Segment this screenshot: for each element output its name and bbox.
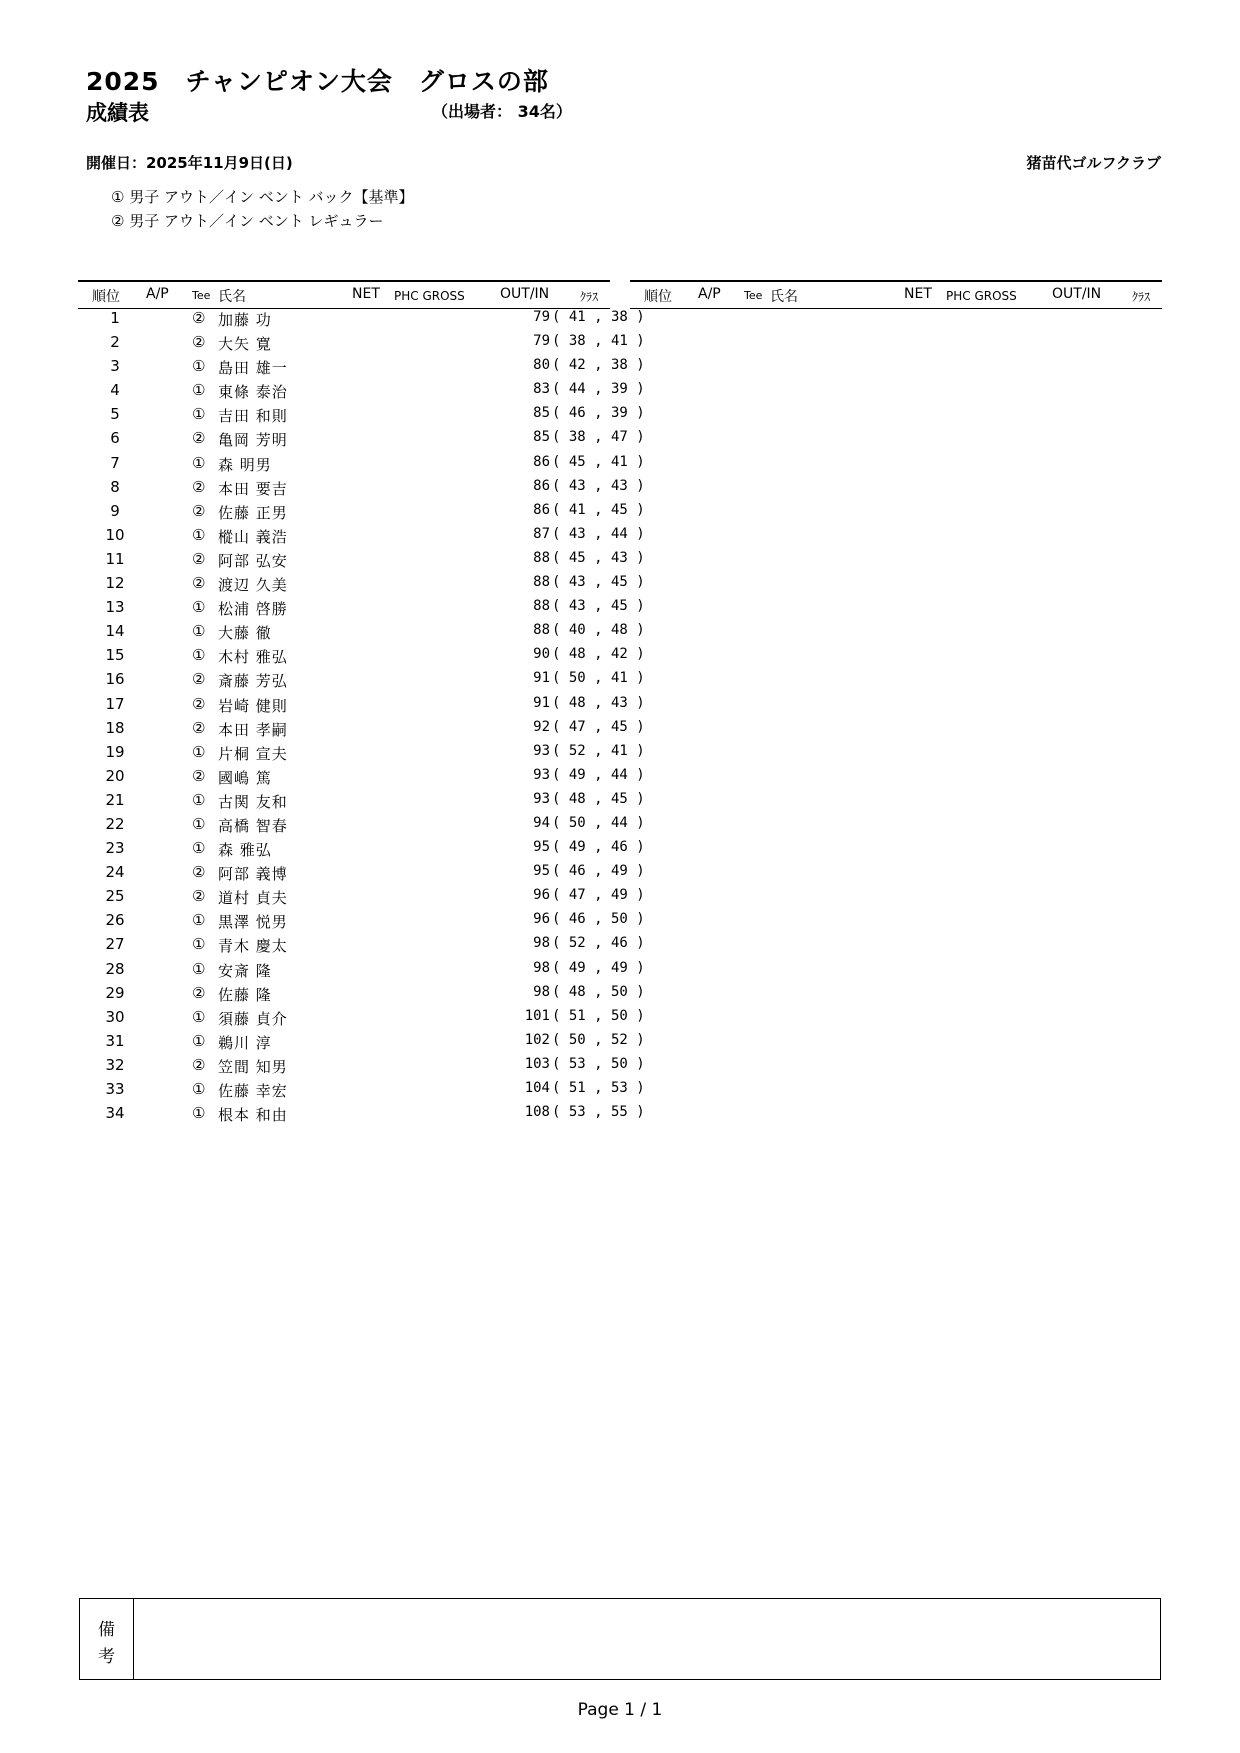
- player-name: 亀岡 芳明: [218, 431, 288, 450]
- rank-cell: 19: [105, 742, 125, 761]
- out-in-scores: ( 50 , 44 ): [552, 814, 645, 831]
- player-name: 木村 雅弘: [218, 648, 288, 667]
- tee-cell: ①: [192, 622, 206, 641]
- col-name: 氏名: [770, 289, 798, 305]
- tee-cell: ②: [192, 718, 206, 737]
- tee-cell: ②: [192, 887, 206, 906]
- player-name: 渡辺 久美: [218, 576, 288, 595]
- gross-score: 86: [533, 453, 550, 470]
- rank-cell: 5: [110, 405, 120, 424]
- table-row: [78, 789, 645, 813]
- table-row: [78, 620, 645, 644]
- tee-cell: ①: [192, 453, 206, 472]
- table-row: [78, 933, 645, 957]
- gross-score: 93: [533, 790, 550, 807]
- rank-cell: 2: [110, 333, 120, 352]
- col-rank: 順位: [92, 289, 120, 305]
- out-in-scores: ( 41 , 45 ): [552, 501, 645, 518]
- gross-score: 92: [533, 718, 550, 735]
- table-row: [78, 1102, 645, 1126]
- table-row: [78, 958, 645, 982]
- table-row: [78, 427, 645, 451]
- col-tee: Tee: [192, 289, 211, 302]
- out-in-scores: ( 43 , 43 ): [552, 477, 645, 494]
- tee-legend-1: ① 男子 アウト／イン ベント バック【基準】: [111, 188, 414, 206]
- rank-cell: 26: [105, 911, 125, 930]
- event-date: 開催日：2025年11月9日(日): [86, 154, 293, 172]
- out-in-scores: ( 45 , 41 ): [552, 453, 645, 470]
- table-row: [78, 452, 645, 476]
- rank-cell: 16: [105, 670, 125, 689]
- remarks-box: [79, 1598, 1161, 1680]
- tee-cell: ①: [192, 1104, 206, 1123]
- table-row: [78, 524, 645, 548]
- remarks-label-line2: 考: [98, 1647, 115, 1667]
- tee-cell: ②: [192, 574, 206, 593]
- out-in-scores: ( 49 , 46 ): [552, 839, 645, 856]
- out-in-scores: ( 52 , 41 ): [552, 742, 645, 759]
- tee-cell: ①: [192, 839, 206, 858]
- table-row: [78, 982, 645, 1006]
- tee-cell: ①: [192, 1031, 206, 1050]
- rank-cell: 27: [105, 935, 125, 954]
- rank-cell: 21: [105, 790, 125, 809]
- table-header-right: [630, 280, 1162, 309]
- gross-score: 86: [533, 501, 550, 518]
- rank-cell: 30: [105, 1007, 125, 1026]
- gross-score: 108: [524, 1104, 550, 1121]
- rank-cell: 28: [105, 959, 125, 978]
- rank-cell: 4: [110, 381, 120, 400]
- table-row: [78, 885, 645, 909]
- club-name: 猪苗代ゴルフクラブ: [1026, 154, 1161, 172]
- gross-score: 104: [524, 1080, 550, 1096]
- player-name: 島田 雄一: [218, 359, 288, 378]
- page-title: 2025 チャンピオン大会 グロスの部: [86, 67, 549, 96]
- out-in-scores: ( 51 , 50 ): [552, 1007, 645, 1024]
- out-in-scores: ( 47 , 49 ): [552, 887, 645, 904]
- player-name: 國嶋 篤: [218, 768, 272, 787]
- rank-cell: 24: [105, 863, 125, 882]
- tee-cell: ①: [192, 381, 206, 400]
- rank-cell: 9: [110, 501, 120, 520]
- gross-score: 93: [533, 766, 550, 783]
- out-in-scores: ( 50 , 41 ): [552, 670, 645, 687]
- out-in-scores: ( 43 , 45 ): [552, 574, 645, 591]
- out-in-scores: ( 52 , 46 ): [552, 935, 645, 952]
- gross-score: 86: [533, 477, 550, 494]
- tee-cell: ①: [192, 646, 206, 665]
- tee-cell: ②: [192, 766, 206, 785]
- tee-cell: ①: [192, 790, 206, 809]
- out-in-scores: ( 46 , 50 ): [552, 911, 645, 928]
- player-name: 加藤 功: [218, 311, 272, 329]
- gross-score: 102: [524, 1031, 550, 1048]
- player-name: 佐藤 幸宏: [218, 1082, 288, 1100]
- gross-score: 88: [533, 622, 550, 639]
- col-net: NET: [904, 286, 932, 302]
- player-name: 樅山 義浩: [218, 527, 288, 546]
- rank-cell: 31: [105, 1031, 125, 1050]
- rank-cell: 11: [105, 549, 125, 568]
- out-in-scores: ( 50 , 52 ): [552, 1031, 645, 1048]
- out-in-scores: ( 41 , 38 ): [552, 309, 645, 325]
- tee-cell: ①: [192, 911, 206, 930]
- col-ap: A/P: [146, 286, 169, 302]
- gross-score: 87: [533, 525, 550, 542]
- player-name: 鵜川 淳: [218, 1033, 272, 1052]
- player-name: 笠間 知男: [218, 1057, 288, 1076]
- rank-cell: 8: [110, 477, 120, 496]
- player-name: 森 雅弘: [218, 841, 272, 860]
- player-name: 大藤 徹: [218, 624, 272, 643]
- tee-cell: ①: [192, 525, 206, 544]
- player-name: 本田 孝嗣: [218, 720, 288, 739]
- player-name: 森 明男: [218, 455, 272, 474]
- tee-cell: ①: [192, 959, 206, 978]
- table-row: [78, 596, 645, 620]
- player-name: 佐藤 正男: [218, 503, 288, 522]
- table-row: [78, 668, 645, 692]
- player-name: 吉田 和則: [218, 407, 288, 426]
- col-out-in: OUT/IN: [500, 286, 550, 302]
- player-name: 東條 泰治: [218, 383, 288, 402]
- rank-cell: 15: [105, 646, 125, 665]
- gross-score: 96: [533, 911, 550, 928]
- tee-cell: ②: [192, 1055, 206, 1074]
- player-name: 道村 貞夫: [218, 889, 288, 908]
- gross-score: 83: [533, 381, 550, 398]
- out-in-scores: ( 49 , 44 ): [552, 766, 645, 783]
- player-name: 根本 和由: [218, 1106, 288, 1125]
- out-in-scores: ( 49 , 49 ): [552, 959, 645, 976]
- player-name: 斎藤 芳弘: [218, 672, 288, 691]
- out-in-scores: ( 40 , 48 ): [552, 622, 645, 639]
- player-name: 阿部 弘安: [218, 551, 288, 570]
- out-in-scores: ( 38 , 41 ): [552, 333, 645, 350]
- table-header-left: [78, 280, 610, 309]
- gross-score: 96: [533, 887, 550, 904]
- table-row: [78, 909, 645, 933]
- out-in-scores: ( 53 , 55 ): [552, 1104, 645, 1121]
- player-name: 岩崎 健則: [218, 696, 288, 715]
- rank-cell: 6: [110, 429, 120, 448]
- tee-cell: ②: [192, 333, 206, 352]
- player-name: 松浦 啓勝: [218, 600, 288, 619]
- rank-cell: 14: [105, 622, 125, 641]
- table-row: [78, 693, 645, 717]
- table-row: [78, 403, 645, 427]
- rank-cell: 20: [105, 766, 125, 785]
- out-in-scores: ( 51 , 53 ): [552, 1080, 645, 1096]
- rank-cell: 3: [110, 357, 120, 376]
- col-name: 氏名: [218, 289, 246, 305]
- rank-cell: 1: [110, 309, 120, 327]
- out-in-scores: ( 48 , 42 ): [552, 646, 645, 663]
- table-row: [78, 500, 645, 524]
- rank-cell: 25: [105, 887, 125, 906]
- player-name: 青木 慶太: [218, 937, 288, 956]
- gross-score: 94: [533, 814, 550, 831]
- gross-score: 88: [533, 549, 550, 566]
- rank-cell: 33: [105, 1080, 125, 1098]
- rank-cell: 17: [105, 694, 125, 713]
- gross-score: 91: [533, 694, 550, 711]
- table-row: [78, 379, 645, 403]
- gross-score: 98: [533, 983, 550, 1000]
- table-row: [78, 741, 645, 765]
- gross-score: 88: [533, 574, 550, 591]
- gross-score: 95: [533, 839, 550, 856]
- out-in-scores: ( 46 , 49 ): [552, 863, 645, 880]
- table-row: [78, 1006, 645, 1030]
- tee-cell: ②: [192, 429, 206, 448]
- out-in-scores: ( 46 , 39 ): [552, 405, 645, 422]
- col-class: ｸﾗｽ: [1132, 290, 1151, 304]
- table-row: [78, 476, 645, 500]
- rank-cell: 23: [105, 839, 125, 858]
- player-name: 阿部 義博: [218, 865, 288, 884]
- tee-cell: ②: [192, 694, 206, 713]
- rank-cell: 34: [105, 1104, 125, 1123]
- out-in-scores: ( 48 , 45 ): [552, 790, 645, 807]
- rank-cell: 32: [105, 1055, 125, 1074]
- out-in-scores: ( 47 , 45 ): [552, 718, 645, 735]
- tee-cell: ②: [192, 983, 206, 1002]
- gross-score: 80: [533, 357, 550, 374]
- gross-score: 79: [533, 309, 550, 325]
- table-row: [78, 548, 645, 572]
- out-in-scores: ( 48 , 50 ): [552, 983, 645, 1000]
- tee-cell: ②: [192, 501, 206, 520]
- player-count: （出場者： 34名）: [432, 102, 572, 121]
- rank-cell: 22: [105, 814, 125, 833]
- tee-cell: ②: [192, 670, 206, 689]
- player-name: 本田 要吉: [218, 479, 288, 498]
- out-in-scores: ( 43 , 45 ): [552, 598, 645, 615]
- table-row: [78, 1030, 645, 1054]
- col-phc-gross: PHC GROSS: [946, 289, 1017, 303]
- player-name: 片桐 宣夫: [218, 744, 288, 763]
- col-rank: 順位: [644, 289, 672, 305]
- gross-score: 95: [533, 863, 550, 880]
- out-in-scores: ( 48 , 43 ): [552, 694, 645, 711]
- table-row: [78, 331, 645, 355]
- out-in-scores: ( 38 , 47 ): [552, 429, 645, 446]
- rank-cell: 13: [105, 598, 125, 617]
- out-in-scores: ( 44 , 39 ): [552, 381, 645, 398]
- remarks-label: [80, 1599, 134, 1679]
- table-row: [78, 717, 645, 741]
- results-table: [78, 307, 645, 1126]
- col-net: NET: [352, 286, 380, 302]
- out-in-scores: ( 53 , 50 ): [552, 1055, 645, 1072]
- gross-score: 88: [533, 598, 550, 615]
- rank-cell: 18: [105, 718, 125, 737]
- tee-cell: ②: [192, 309, 206, 327]
- gross-score: 98: [533, 935, 550, 952]
- gross-score: 79: [533, 333, 550, 350]
- col-tee: Tee: [744, 289, 763, 302]
- table-row: [78, 1078, 645, 1102]
- player-name: 佐藤 隆: [218, 985, 272, 1004]
- col-phc-gross: PHC GROSS: [394, 289, 465, 303]
- tee-cell: ①: [192, 1007, 206, 1026]
- col-out-in: OUT/IN: [1052, 286, 1102, 302]
- player-name: 古関 友和: [218, 792, 288, 811]
- gross-score: 101: [524, 1007, 550, 1024]
- table-row: [78, 813, 645, 837]
- tee-cell: ②: [192, 549, 206, 568]
- gross-score: 98: [533, 959, 550, 976]
- rank-cell: 10: [105, 525, 125, 544]
- out-in-scores: ( 43 , 44 ): [552, 525, 645, 542]
- tee-cell: ①: [192, 405, 206, 424]
- table-row: [78, 644, 645, 668]
- gross-score: 103: [524, 1055, 550, 1072]
- tee-cell: ①: [192, 1080, 206, 1098]
- table-row: [78, 861, 645, 885]
- tee-cell: ①: [192, 935, 206, 954]
- player-name: 須藤 貞介: [218, 1009, 288, 1028]
- tee-cell: ①: [192, 814, 206, 833]
- out-in-scores: ( 42 , 38 ): [552, 357, 645, 374]
- tee-legend-2: ② 男子 アウト／イン ベント レギュラー: [111, 212, 384, 230]
- rank-cell: 29: [105, 983, 125, 1002]
- tee-cell: ②: [192, 477, 206, 496]
- gross-score: 91: [533, 670, 550, 687]
- table-row: [78, 765, 645, 789]
- table-row: [78, 307, 645, 331]
- table-row: [78, 837, 645, 861]
- gross-score: 85: [533, 405, 550, 422]
- out-in-scores: ( 45 , 43 ): [552, 549, 645, 566]
- table-row: [78, 355, 645, 379]
- player-name: 大矢 寛: [218, 335, 272, 354]
- col-ap: A/P: [698, 286, 721, 302]
- gross-score: 93: [533, 742, 550, 759]
- col-class: ｸﾗｽ: [580, 290, 599, 304]
- page-number: Page 1 / 1: [577, 1700, 663, 1720]
- tee-cell: ①: [192, 598, 206, 617]
- rank-cell: 12: [105, 574, 125, 593]
- tee-cell: ①: [192, 357, 206, 376]
- player-name: 安斎 隆: [218, 961, 272, 980]
- gross-score: 90: [533, 646, 550, 663]
- tee-cell: ①: [192, 742, 206, 761]
- tee-cell: ②: [192, 863, 206, 882]
- player-name: 黒澤 悦男: [218, 913, 288, 932]
- table-row: [78, 572, 645, 596]
- document-subtitle: 成績表: [86, 101, 149, 125]
- gross-score: 85: [533, 429, 550, 446]
- rank-cell: 7: [110, 453, 120, 472]
- remarks-label-line1: 備: [98, 1620, 115, 1640]
- player-name: 高橋 智春: [218, 816, 288, 835]
- table-row: [78, 1054, 645, 1078]
